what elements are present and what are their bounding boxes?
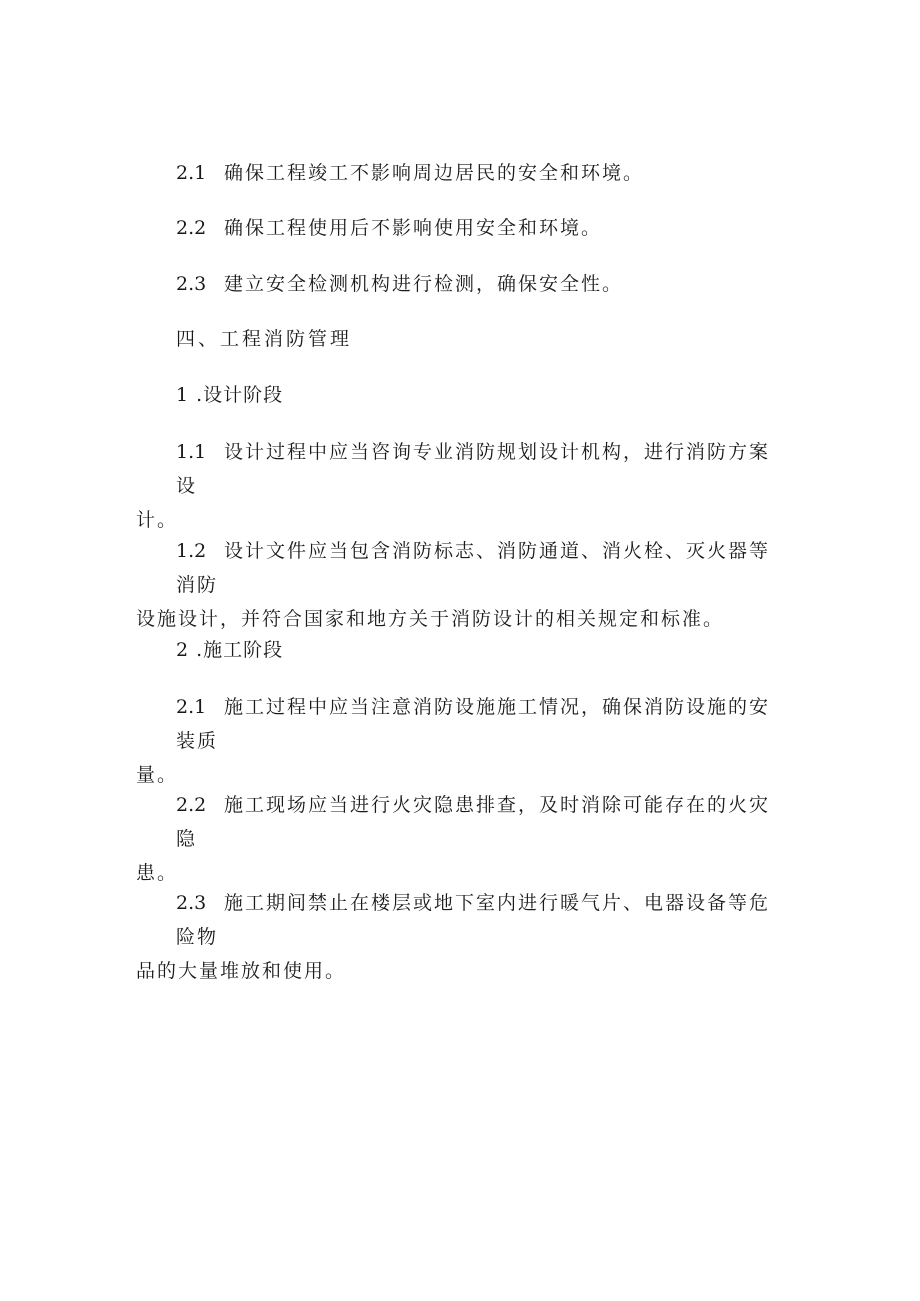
paragraph-continuation: 计。: [136, 509, 179, 531]
paragraph-continuation: 设施设计，并符合国家和地方关于消防设计的相关规定和标准。: [136, 608, 725, 630]
paragraph-2-2: [136, 211, 786, 245]
paragraph-1-1: [136, 435, 786, 537]
paragraph-number: 1.2: [176, 540, 207, 562]
paragraph-number: 2.2: [176, 217, 207, 239]
section-heading: 四、工程消防管理: [176, 328, 353, 350]
paragraph-2-1-construction: [136, 690, 786, 792]
paragraph-number: 1.1: [176, 441, 207, 463]
paragraph-text: 确保工程使用后不影响使用安全和环境。: [224, 217, 603, 239]
paragraph-number: 2.3: [176, 273, 207, 295]
paragraph-2-3-construction: [136, 886, 786, 988]
paragraph-text: 设计过程中应当咨询专业消防规划设计机构，进行消防方案设: [176, 441, 771, 497]
paragraph-2-3: [136, 267, 786, 301]
paragraph-text: 施工期间禁止在楼层或地下室内进行暖气片、电器设备等危险物: [176, 892, 771, 948]
paragraph-continuation: 量。: [136, 764, 179, 786]
paragraph-text: 施工现场应当进行火灾隐患排查，及时消除可能存在的火灾隐: [176, 794, 771, 850]
paragraph-number: 2.3: [176, 892, 207, 914]
paragraph-text: 确保工程竣工不影响周边居民的安全和环境。: [224, 162, 645, 184]
paragraph-continuation: 品的大量堆放和使用。: [136, 960, 347, 982]
paragraph-text: 建立安全检测机构进行检测，确保安全性。: [224, 273, 624, 295]
paragraph-continuation: 患。: [136, 862, 179, 884]
paragraph-text: 施工过程中应当注意消防设施施工情况，确保消防设施的安装质: [176, 696, 771, 752]
stage1-title: 1 .设计阶段: [176, 384, 284, 406]
stage2-title: 2 .施工阶段: [176, 639, 284, 661]
paragraph-number: 2.2: [176, 794, 207, 816]
paragraph-text: 设计文件应当包含消防标志、消防通道、消火栓、灭火器等消防: [176, 540, 771, 596]
paragraph-1-2: [136, 534, 786, 636]
paragraph-2-2-construction: [136, 788, 786, 890]
paragraph-2-1: [136, 156, 786, 190]
paragraph-number: 2.1: [176, 162, 207, 184]
paragraph-number: 2.1: [176, 696, 207, 718]
